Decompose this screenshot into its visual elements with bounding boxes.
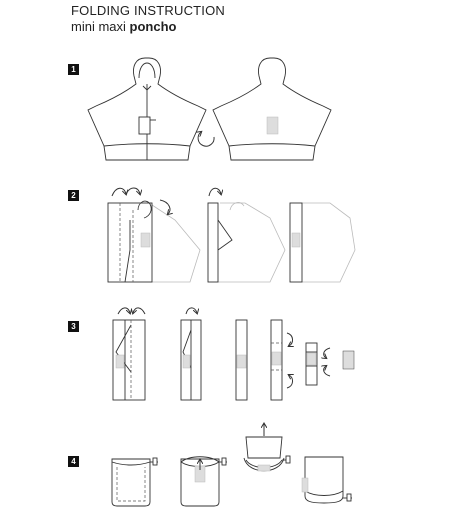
curved-arrow-icon (112, 188, 126, 196)
subtitle-bold: poncho (129, 19, 177, 34)
poncho-front (88, 58, 206, 160)
back-pocket (267, 117, 278, 134)
curved-arrow-icon (287, 333, 293, 346)
step3-fold-d (271, 320, 293, 400)
step4-bag-d (302, 457, 352, 503)
step-badge-4: 4 (68, 456, 79, 467)
step2-fold-c (290, 203, 355, 282)
step3-folded-pack (343, 351, 354, 369)
step4-bag-a (112, 458, 158, 506)
curved-arrow-icon (324, 366, 330, 376)
step3-fold-e (306, 343, 330, 385)
page-title: FOLDING INSTRUCTION (71, 3, 226, 18)
curved-arrow-icon (287, 375, 293, 388)
step4-bag-c (244, 424, 290, 471)
step-badge-1: 1 (68, 64, 79, 75)
step-badge-2: 2 (68, 190, 79, 201)
curved-arrow-icon (186, 308, 197, 314)
curved-arrow-icon (209, 188, 221, 196)
step4-bag-b (181, 457, 227, 506)
curved-arrow-icon (118, 308, 130, 314)
curved-arrow-icon (160, 200, 170, 214)
step-badge-3: 3 (68, 321, 79, 332)
curved-arrow-icon (324, 348, 330, 358)
step2-fold-b (208, 188, 285, 282)
step3-fold-b (181, 308, 201, 400)
step3-fold-a (113, 308, 145, 400)
curved-arrow-icon (126, 188, 140, 194)
step3-fold-c (236, 320, 247, 400)
curved-arrow-icon (133, 308, 145, 314)
step2-fold-a (108, 188, 200, 282)
circular-arrow-icon (198, 132, 214, 146)
pocket (139, 117, 150, 134)
subtitle-light: mini maxi (71, 19, 126, 34)
poncho-back (213, 58, 331, 160)
